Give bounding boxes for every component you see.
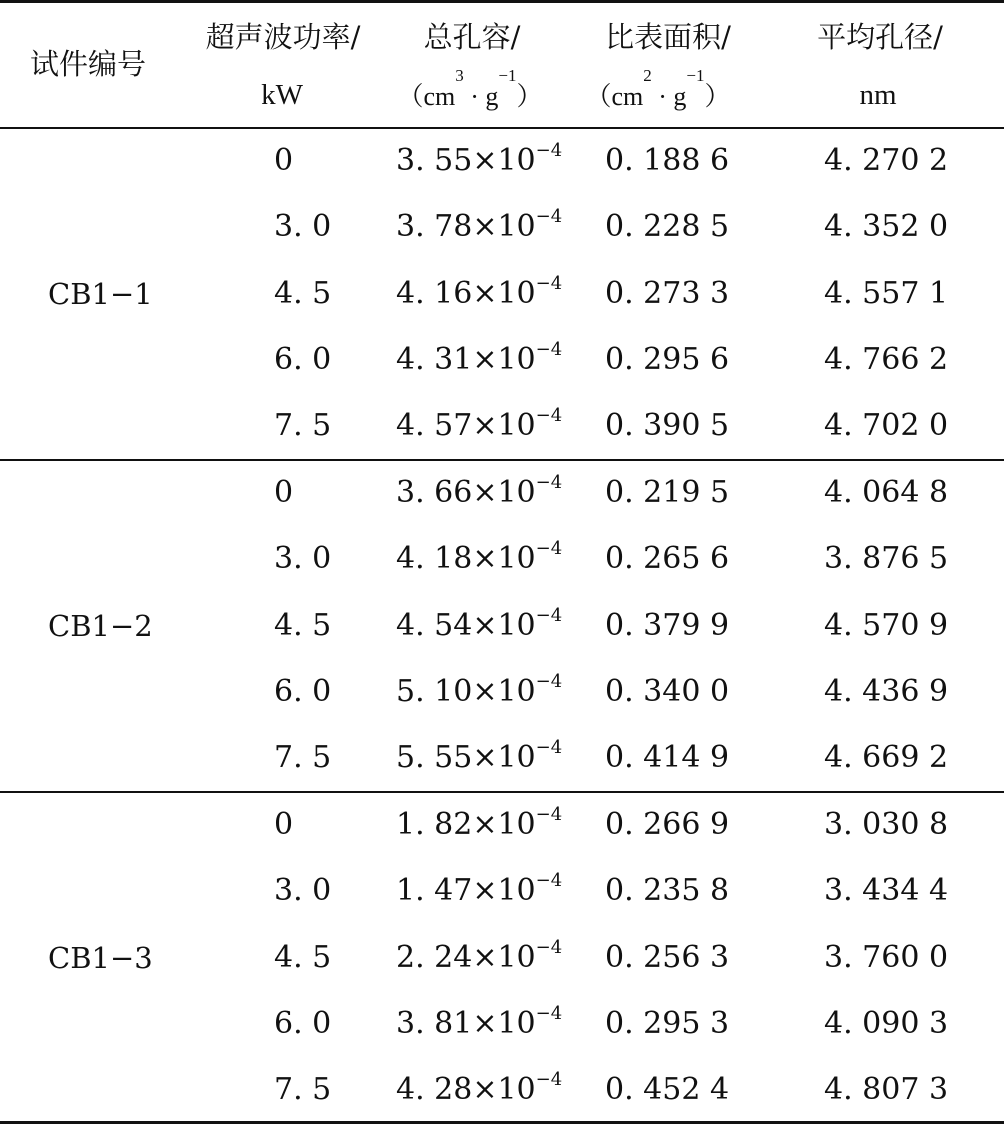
power-cell: 7. 5 (274, 1072, 332, 1108)
pore-volume-mantissa: 3. 78×10 (396, 209, 536, 245)
pore-volume-mantissa: 4. 18×10 (396, 541, 536, 577)
pore-volume-cell (396, 1069, 563, 1111)
pore-volume-mantissa: 4. 28×10 (396, 1072, 536, 1108)
surface-area-cell: 0. 452 4 (605, 1072, 730, 1108)
pore-volume-mantissa: 1. 47×10 (396, 873, 536, 909)
power-cell: 6. 0 (274, 341, 332, 377)
pore-volume-mantissa: 1. 82×10 (396, 807, 536, 842)
pore-diameter-cell: 4. 090 3 (824, 1005, 949, 1041)
header-power-unit: kW (261, 79, 303, 111)
pore-volume-exponent: −4 (535, 1002, 563, 1024)
unit-sup: 2 (643, 66, 652, 85)
group-divider-rule (0, 459, 1004, 461)
surface-area-cell: 0. 273 3 (605, 275, 730, 311)
pore-diameter-cell: 4. 766 2 (824, 341, 949, 377)
surface-area-cell: 0. 265 6 (605, 541, 730, 577)
pore-volume-cell (396, 338, 563, 381)
power-cell: 3. 0 (274, 209, 332, 245)
surface-area-cell: 0. 188 6 (605, 143, 730, 178)
surface-area-cell: 0. 340 0 (605, 673, 730, 709)
table-top-rule (0, 0, 1004, 3)
pore-diameter-cell: 4. 570 9 (824, 607, 949, 643)
pore-diameter-cell: 4. 807 3 (824, 1072, 949, 1108)
surface-area-cell: 0. 266 9 (605, 807, 730, 842)
pore-volume-exponent: −4 (535, 472, 563, 493)
surface-area-cell: 0. 219 5 (605, 475, 730, 510)
pore-volume-cell (396, 472, 563, 514)
pore-diameter-cell: 4. 352 0 (824, 209, 949, 245)
header-pore-diameter-line1: 平均孔径/ (817, 20, 943, 54)
header-pore-volume-unit (397, 66, 543, 114)
pore-volume-mantissa: 4. 31×10 (396, 341, 536, 377)
power-cell: 4. 5 (274, 607, 332, 643)
unit-mid: · g (651, 82, 687, 111)
header-bottom-rule (0, 127, 1004, 129)
pore-diameter-cell: 3. 434 4 (824, 873, 949, 909)
pore-volume-cell (396, 140, 563, 182)
unit-close: ） (704, 82, 731, 111)
unit-sup2: −1 (498, 66, 517, 85)
surface-area-cell: 0. 295 6 (605, 341, 730, 377)
pore-diameter-cell: 3. 876 5 (824, 541, 949, 577)
unit-sup2: −1 (686, 66, 705, 85)
header-power-line1: 超声波功率/ (205, 20, 361, 54)
group-divider-rule (0, 791, 1004, 793)
pore-volume-mantissa: 4. 57×10 (396, 408, 536, 444)
pore-volume-cell (396, 804, 563, 846)
power-cell: 3. 0 (274, 541, 332, 577)
pore-diameter-cell: 4. 702 0 (824, 408, 949, 444)
power-cell: 3. 0 (274, 873, 332, 909)
pore-volume-cell (396, 206, 563, 248)
pore-volume-exponent: −4 (535, 140, 563, 161)
pore-volume-exponent: −4 (535, 670, 563, 692)
surface-area-cell: 0. 379 9 (605, 607, 730, 643)
pore-volume-exponent: −4 (535, 338, 563, 360)
sample-id-cell: CB1−3 (48, 940, 153, 975)
pore-volume-cell (396, 272, 563, 315)
pore-volume-exponent: −4 (535, 405, 563, 427)
pore-volume-exponent: −4 (535, 604, 563, 626)
sample-id-cell: CB1−1 (48, 276, 153, 311)
table-bottom-rule (0, 1121, 1004, 1124)
pore-volume-cell (396, 870, 563, 912)
sample-id-cell: CB1−2 (48, 608, 153, 643)
power-cell: 4. 5 (274, 939, 332, 975)
pore-volume-exponent: −4 (535, 936, 563, 958)
surface-area-cell: 0. 295 3 (605, 1005, 730, 1041)
pore-volume-cell (396, 604, 563, 647)
pore-volume-mantissa: 3. 66×10 (396, 475, 536, 510)
pore-volume-exponent: −4 (535, 804, 563, 825)
power-cell: 7. 5 (274, 740, 332, 776)
unit-mid: · g (463, 82, 499, 111)
pore-diameter-cell: 4. 064 8 (824, 475, 949, 510)
header-surface-area-unit (585, 66, 731, 114)
header-surface-area-line1: 比表面积/ (605, 20, 731, 54)
header-sample-id: 试件编号 (30, 47, 147, 81)
pore-diameter-cell: 3. 030 8 (824, 807, 949, 842)
power-cell: 6. 0 (274, 673, 332, 709)
surface-area-cell: 0. 390 5 (605, 408, 730, 444)
unit-close: ） (516, 82, 543, 111)
header-pore-diameter-unit: nm (859, 79, 897, 111)
power-cell: 4. 5 (274, 275, 332, 311)
pore-diameter-cell: 4. 270 2 (824, 143, 949, 178)
power-cell: 0 (274, 143, 294, 178)
pore-volume-exponent: −4 (535, 1069, 563, 1091)
pore-volume-cell (396, 670, 563, 713)
pore-diameter-cell: 3. 760 0 (824, 939, 949, 975)
pore-volume-cell (396, 737, 563, 779)
pore-volume-mantissa: 2. 24×10 (396, 939, 536, 975)
surface-area-cell: 0. 228 5 (605, 209, 730, 245)
pore-volume-exponent: −4 (535, 206, 563, 228)
pore-volume-mantissa: 5. 10×10 (396, 673, 536, 709)
pore-volume-mantissa: 4. 54×10 (396, 607, 536, 643)
pore-volume-cell (396, 538, 563, 580)
pore-volume-cell (396, 936, 563, 979)
unit-open: （cm (397, 82, 456, 111)
surface-area-cell: 0. 235 8 (605, 873, 730, 909)
unit-open: （cm (585, 82, 644, 111)
pore-diameter-cell: 4. 436 9 (824, 673, 949, 709)
header-power (206, 20, 361, 54)
header-pore-diameter (817, 20, 943, 54)
header-pore-volume (424, 20, 521, 54)
pore-volume-mantissa: 4. 16×10 (396, 275, 536, 311)
pore-volume-cell (396, 405, 563, 447)
pore-diameter-cell: 4. 557 1 (824, 275, 949, 311)
header-pore-volume-line1: 总孔容/ (423, 20, 521, 54)
pore-volume-exponent: −4 (535, 737, 563, 759)
pore-volume-exponent: −4 (535, 272, 563, 294)
surface-area-cell: 0. 414 9 (605, 740, 730, 776)
pore-volume-exponent: −4 (535, 538, 563, 560)
pore-volume-mantissa: 3. 55×10 (396, 143, 536, 178)
surface-area-cell: 0. 256 3 (605, 939, 730, 975)
pore-volume-mantissa: 3. 81×10 (396, 1005, 536, 1041)
pore-volume-cell (396, 1002, 563, 1045)
header-surface-area (605, 20, 731, 54)
pore-volume-mantissa: 5. 55×10 (396, 740, 536, 776)
power-cell: 0 (274, 475, 294, 510)
pore-diameter-cell: 4. 669 2 (824, 740, 949, 776)
power-cell: 7. 5 (274, 408, 332, 444)
unit-sup: 3 (455, 66, 464, 85)
power-cell: 6. 0 (274, 1005, 332, 1041)
pore-volume-exponent: −4 (535, 870, 563, 892)
power-cell: 0 (274, 807, 294, 842)
